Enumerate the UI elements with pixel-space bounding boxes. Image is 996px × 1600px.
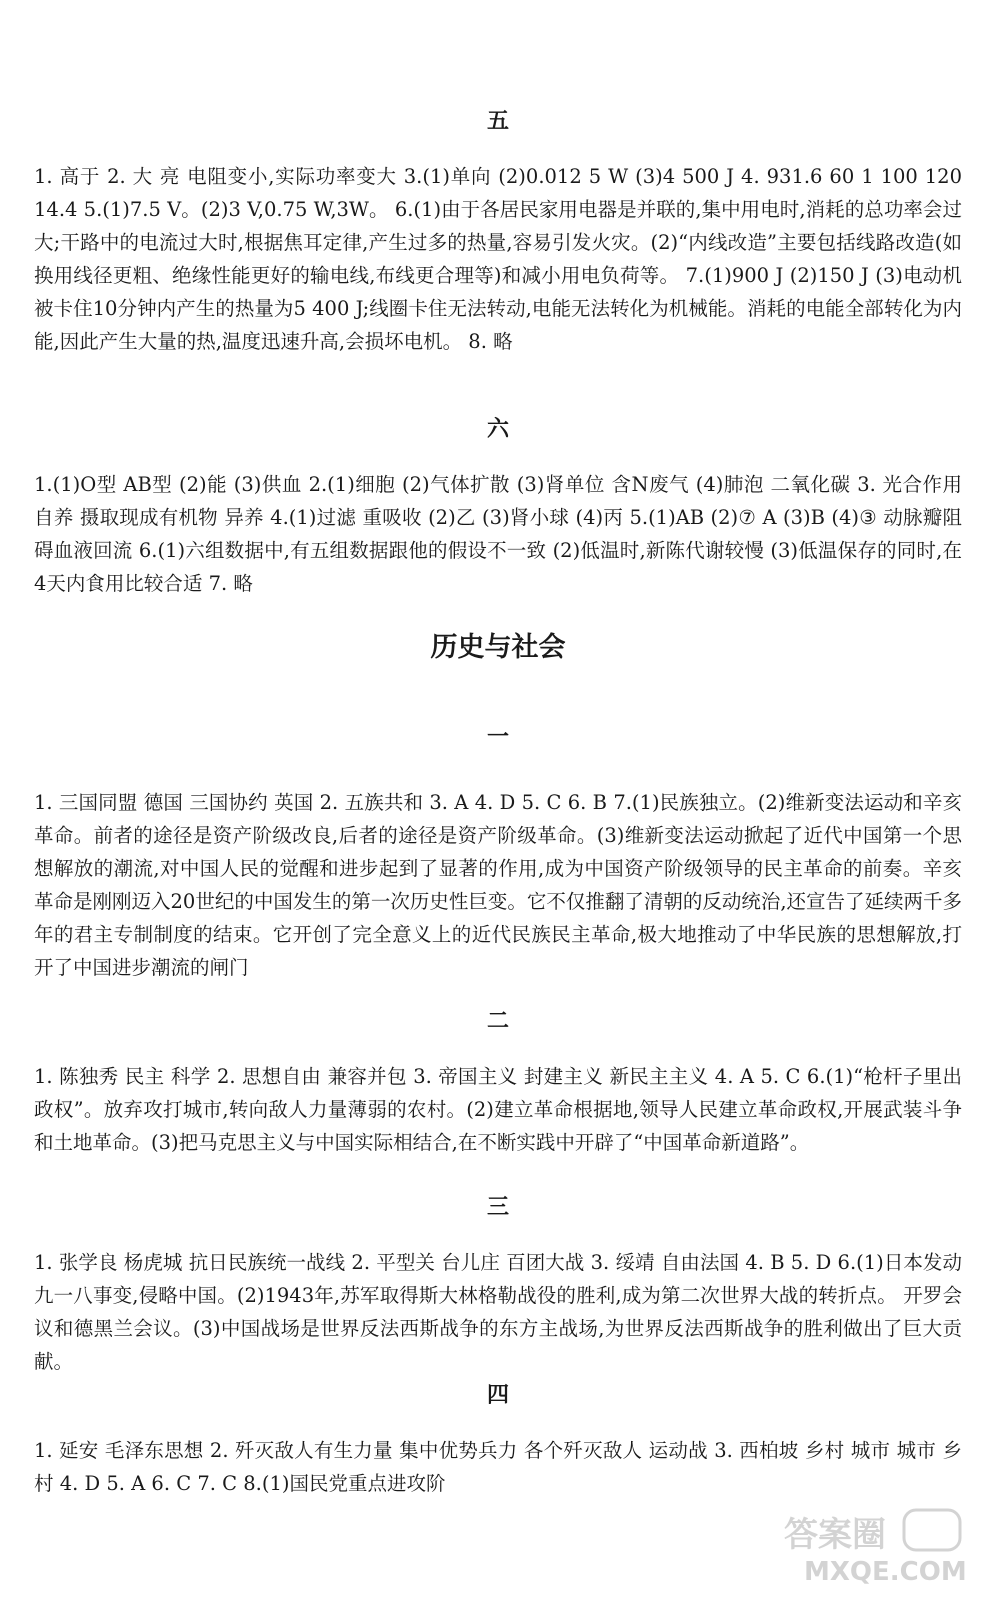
section-text: 1. 延安 毛泽东思想 2. 歼灭敌人有生力量 集中优势兵力 各个歼灭敌人 运动战 3. 西柏坡 乡村 城市 城市 乡村 4. D 5. A 6. C 7. C 8.(1)国民党重点进攻阶: [34, 1439, 962, 1495]
section-text: 1. 高于 2. 大 亮 电阻变小,实际功率变大 3.(1)单向 (2)0.012 5 W (3)4 500 J 4. 931.6 60 1 100 120 14.4 5.(1)7.5 V。(2)3 V,0.75 W,3W。 6.(1)由于各居民家用电器是并联的,集中用电时,消耗的总功率会过大;干路中的电流过大时,根据焦耳定律,产生过多的热量,容易引发火灾。(2)“内线改造”主要包括线路改造(如换用线径更粗、绝缘性能更好的输电线,布线更合理等)和减小用电负荷等。 7.(1)900 J (2)150 J (3)电动机被卡住10分钟内产生的热量为5 400 J;线圈卡住无法转动,电能无法转化为机械能。消耗的电能全部转化为内能,因此产生大量的热,温度迅速升高,会损坏电机。 8. 略: [34, 165, 962, 353]
section-liu: [34, 414, 962, 600]
section-heading: 六: [486, 416, 509, 442]
section-heading: 四: [486, 1382, 509, 1408]
section-wu: [34, 106, 962, 358]
section-text: 1.(1)O型 AB型 (2)能 (3)供血 2.(1)细胞 (2)气体扩散 (3)肾单位 含N废气 (4)肺泡 二氧化碳 3. 光合作用 自养 摄取现成有机物 异养 4.(1)过滤 重吸收 (2)乙 (3)肾小球 (4)丙 5.(1)AB (2)⑦ A (3)B (4)③ 动脉瓣阻碍血液回流 6.(1)六组数据中,有五组数据跟他的假设不一致 (2)低温时,新陈代谢较慢 (3)低温保存的同时,在4天内食用比较合适 7. 略: [34, 473, 962, 595]
section-heading: 三: [486, 1194, 509, 1220]
section-heading: 二: [486, 1008, 509, 1034]
section-yi: [34, 722, 962, 984]
watermark-text-url: MXQE.COM: [804, 1557, 967, 1586]
section-text: 1. 张学良 杨虎城 抗日民族统一战线 2. 平型关 台儿庄 百团大战 3. 绥靖 自由法国 4. B 5. D 6.(1)日本发动九一八事变,侵略中国。(2)1943年,苏军取得斯大林格勒战役的胜利,成为第二次世界大战的转折点。 开罗会议和德黑兰会议。(3)中国战场是世界反法西斯战争的东方主战场,为世界反法西斯战争的胜利做出了巨大贡献。: [34, 1251, 962, 1373]
section-si: [34, 1380, 962, 1500]
section-heading: 五: [486, 108, 509, 134]
section-san: [34, 1192, 962, 1378]
section-text: 1. 陈独秀 民主 科学 2. 思想自由 兼容并包 3. 帝国主义 封建主义 新民主主义 4. A 5. C 6.(1)“枪杆子里出政权”。放弃攻打城市,转向敌人力量薄弱的农村。(2)建立革命根据地,领导人民建立革命政权,开展武装斗争和土地革命。(3)把马克思主义与中国实际相结合,在不断实践中开辟了“中国革命新道路”。: [34, 1065, 962, 1154]
section-text: 1. 三国同盟 德国 三国协约 英国 2. 五族共和 3. A 4. D 5. C 6. B 7.(1)民族独立。(2)维新变法运动和辛亥革命。前者的途径是资产阶级改良,后者的途径是资产阶级革命。(3)维新变法运动掀起了近代中国第一个思想解放的潮流,对中国人民的觉醒和进步起到了显著的作用,成为中国资产阶级领导的民主革命的前奏。辛亥革命是刚刚迈入20世纪的中国发生的第一次历史性巨变。它不仅推翻了清朝的反动统治,还宣告了延续两千多年的君主专制制度的结束。它开创了完全意义上的近代民族民主革命,极大地推动了中华民族的思想解放,打开了中国进步潮流的闸门: [34, 791, 963, 979]
subject-title: 历史与社会: [430, 632, 566, 663]
watermark-text-main: 答案圈: [784, 1515, 886, 1555]
subject-title-block: [34, 630, 962, 666]
section-heading: 一: [486, 724, 509, 750]
section-er: [34, 1006, 962, 1159]
watermark-logo: [776, 1508, 976, 1586]
